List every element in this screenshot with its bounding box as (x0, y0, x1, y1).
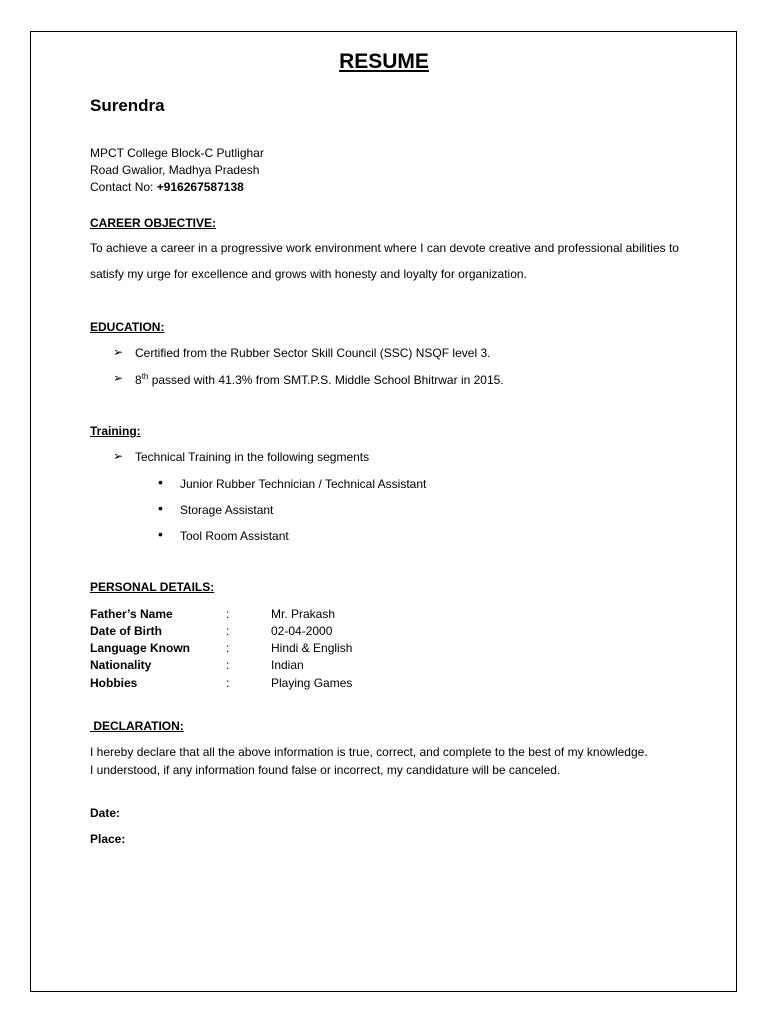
training-sub-item-2: Storage Assistant (180, 503, 274, 517)
declaration-heading: DECLARATION: (90, 719, 184, 733)
education-item-2-superscript: th (141, 372, 149, 381)
dot-bullet-icon: • (158, 500, 163, 516)
resume-title: RESUME (339, 50, 429, 73)
place-label: Place: (90, 832, 126, 846)
career-objective-line-1: To achieve a career in a progressive work environment where I can devote creative and professional abilities to (90, 241, 679, 255)
contact-line (90, 180, 244, 194)
personal-label-language: Language Known (90, 641, 190, 655)
personal-details-heading: PERSONAL DETAILS: (90, 580, 215, 594)
personal-colon: : (226, 676, 230, 690)
personal-colon: : (226, 607, 230, 621)
education-item-2-text: passed with 41.3% from SMT.P.S. Middle School Bhitrwar in 2015. (148, 373, 504, 387)
personal-label-father: Father’s Name (90, 607, 173, 621)
personal-value-hobbies: Playing Games (271, 676, 353, 690)
education-item-1: Certified from the Rubber Sector Skill Council (SSC) NSQF level 3. (135, 346, 491, 360)
education-heading: EDUCATION: (90, 320, 165, 334)
candidate-name: Surendra (90, 96, 165, 115)
personal-value-language: Hindi & English (271, 641, 353, 655)
dot-bullet-icon: • (158, 526, 163, 542)
personal-colon: : (226, 641, 230, 655)
arrow-bullet-icon: ➢ (113, 449, 124, 463)
personal-colon: : (226, 658, 230, 672)
address-line-1: MPCT College Block-C Putlighar (90, 146, 264, 160)
declaration-line-1: I hereby declare that all the above information is true, correct, and complete to the best of my knowledge. (90, 745, 648, 759)
education-item-2-grade: 8 (135, 373, 142, 387)
address-line-2: Road Gwalior, Madhya Pradesh (90, 163, 260, 177)
career-objective-heading: CAREER OBJECTIVE: (90, 216, 217, 230)
personal-colon: : (226, 624, 230, 638)
personal-label-nationality: Nationality (90, 658, 152, 672)
training-sub-item-3: Tool Room Assistant (180, 529, 289, 543)
training-heading: Training: (90, 424, 141, 438)
contact-number: +916267587138 (156, 180, 244, 194)
arrow-bullet-icon: ➢ (113, 345, 124, 359)
dot-bullet-icon: • (158, 474, 163, 490)
education-item-2 (135, 372, 504, 387)
contact-label: Contact No: (90, 180, 157, 194)
arrow-bullet-icon: ➢ (113, 371, 124, 385)
date-label: Date: (90, 806, 121, 820)
training-sub-item-1: Junior Rubber Technician / Technical Assistant (180, 477, 427, 491)
personal-label-dob: Date of Birth (90, 624, 162, 638)
personal-value-father: Mr. Prakash (271, 607, 336, 621)
declaration-line-2: I understood, if any information found false or incorrect, my candidature will be canceled. (90, 763, 561, 777)
personal-value-nationality: Indian (271, 658, 304, 672)
personal-label-hobbies: Hobbies (90, 676, 138, 690)
training-item: Technical Training in the following segments (135, 450, 370, 464)
career-objective-line-2: satisfy my urge for excellence and grows with honesty and loyalty for organization. (90, 267, 527, 281)
personal-value-dob: 02-04-2000 (271, 624, 333, 638)
